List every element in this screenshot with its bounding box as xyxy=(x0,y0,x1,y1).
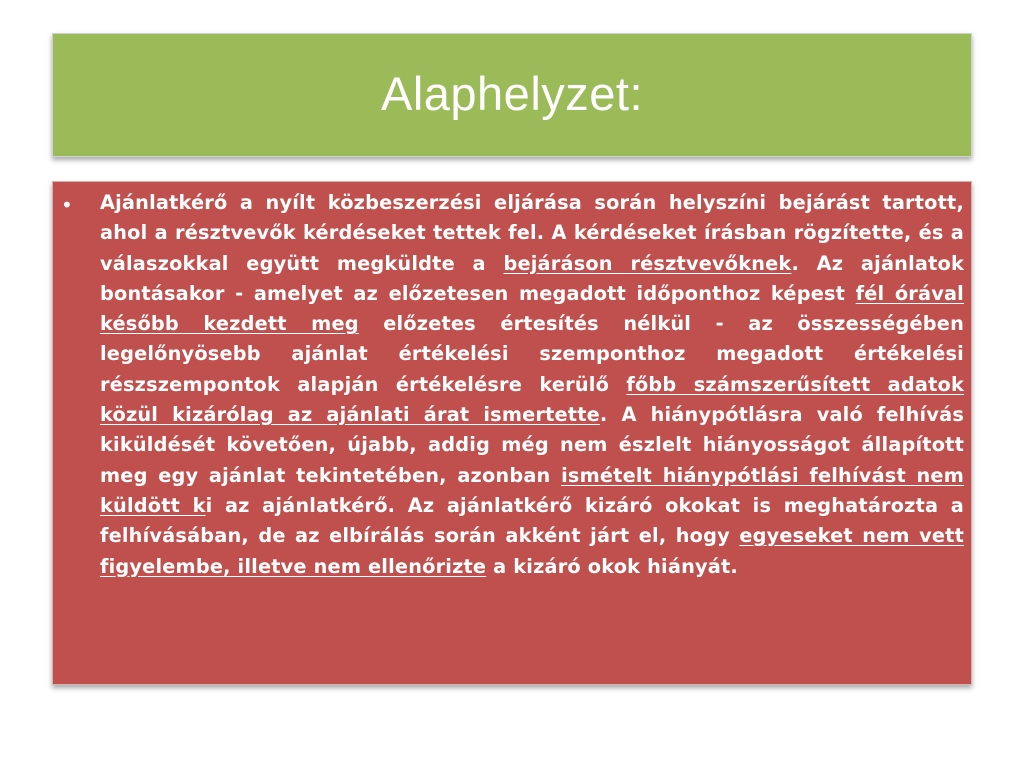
paragraph-segment: a kizáró okok hiányát. xyxy=(486,554,738,578)
paragraph-segment: i az ajánlatkérő. Az ajánlatkérő kizáró okokat is meghatározta a felhívásában, de az elbírálás során akként járt el, hogy xyxy=(100,493,964,548)
underlined-segment: fél órával később kezdett meg xyxy=(100,281,964,336)
title-box xyxy=(52,33,972,157)
paragraph-segment: . Az ajánlatok bontásakor - amelyet az előzetesen megadott időponthoz képest xyxy=(100,251,964,305)
slide-title: Alaphelyzet: xyxy=(380,66,644,120)
paragraph-segment: . A hiánypótlásra való felhívás kiküldését követően, újabb, addig még nem észlelt hiányosságot állapított meg egy ajánlat tekintetében, azonban xyxy=(100,403,964,487)
bullet-marker: • xyxy=(61,193,73,217)
content-box xyxy=(52,181,972,685)
bullet-paragraph xyxy=(100,188,964,582)
underlined-segment: bejáráson résztvevőknek xyxy=(503,251,792,275)
underlined-segment: egyeseket nem vett figyelembe, illetve nem ellenőrizte xyxy=(100,524,964,578)
paragraph-segment: előzetes értesítés nélkül - az összességében legelőnyösebb ajánlat értékelési szemponthoz megadott értékelési részszempontok alapján értékelésre kerülő xyxy=(100,312,964,396)
underlined-segment: főbb számszerűsített adatok közül kizárólag az ajánlati árat ismertette xyxy=(100,372,964,427)
paragraph-segment: Ajánlatkérő a nyílt közbeszerzési eljárása során helyszíni bejárást tartott, ahol a résztvevők kérdéseket tettek fel. A kérdéseket írásban rögzítette, és a válaszokkal együtt megküldte a xyxy=(100,191,964,275)
underlined-segment: ismételt hiánypótlási felhívást nem küldött k xyxy=(100,463,965,517)
